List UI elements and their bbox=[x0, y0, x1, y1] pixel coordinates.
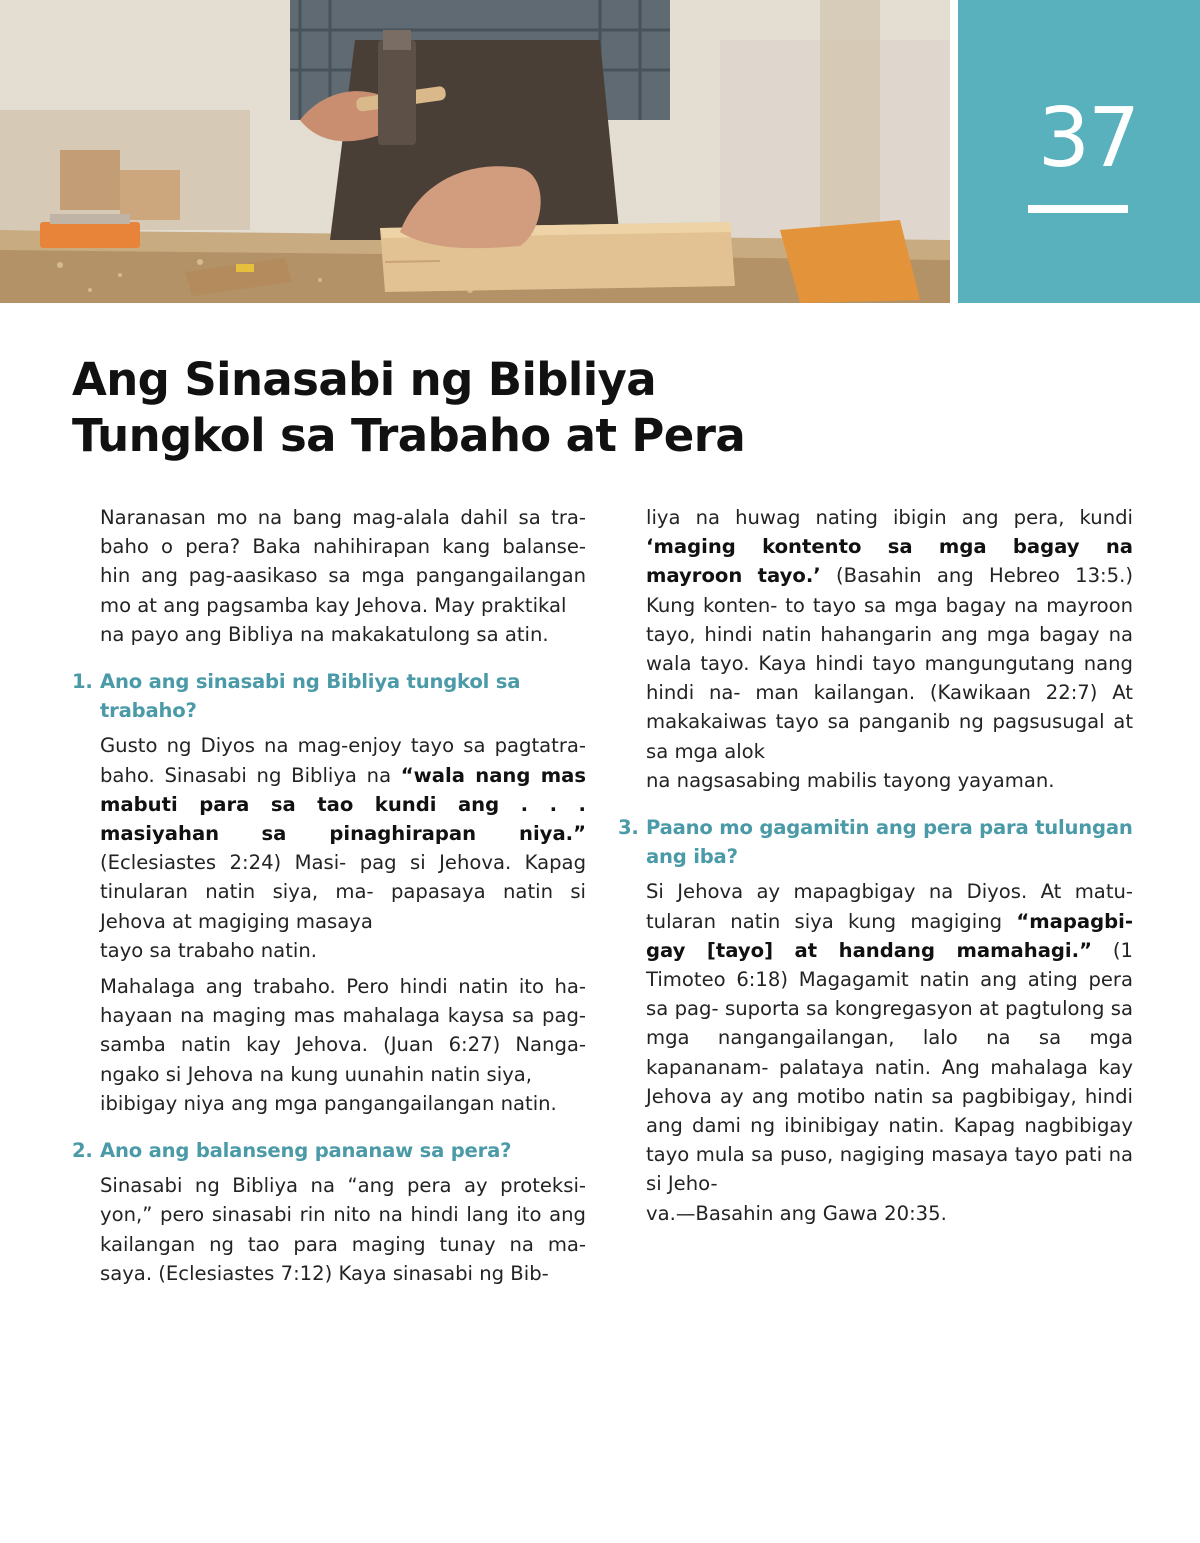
chapter-number: 37 bbox=[1037, 91, 1139, 186]
intro-paragraph-end: na payo ang Bibliya na makakatulong sa atin. bbox=[100, 622, 549, 646]
answer-3-paragraph-1: Si Jehova ay mapagbigay na Diyos. At matu- tularan natin siya kung magiging “mapagbi- gay [tayo] at handang mamahagi.” (1 Timoteo 6:18) Magagamit natin ang ating pera sa pag- suporta sa kongregasyon at pagtulong sa mga nangangailangan, lalo na sa mga kapananam- palataya natin. Ang mahalaga kay Jehova ay ang motibo natin sa pagbibigay, hindi ang dami ng ibinibigay natin. Kapag nagbibigay tayo mula sa puso, nagiging masaya tayo pati na si Jeho- bbox=[646, 880, 1133, 1196]
question-number: 2. bbox=[72, 1139, 93, 1163]
title-line-1: Ang Sinasabi ng Bibliya bbox=[72, 353, 657, 406]
question-2: 2. Ano ang balanseng pananaw sa pera? bbox=[100, 1136, 586, 1165]
answer-1-paragraph-2: Mahalaga ang trabaho. Pero hindi natin ito ha- hayaan na maging mas mahalaga kaysa sa pag- samba natin kay Jehova. (Juan 6:27) Nanga- ngako si Jehova na kung uunahin natin siya, bbox=[100, 975, 586, 1086]
chapter-underline bbox=[1028, 205, 1128, 213]
answer-2-paragraph-1-continued: liya na huwag nating ibigin ang pera, kundi ‘maging kontento sa mga bagay na mayroon tayo.’ (Basahin ang Hebreo 13:5.) Kung konten- to tayo sa mga bagay na mayroon tayo, hindi natin hahangarin ang mga bagay na wala tayo. Kaya hindi tayo mangungutang nang hindi na- man kailangan. (Kawikaan 22:7) At makakaiwas tayo sa panganib ng pagsusugal at sa mga alok bbox=[646, 506, 1133, 763]
scripture-quote: “wala nang mas bbox=[400, 763, 586, 787]
question-3: 3. Paano mo gagamitin ang pera para tulungan ang iba? bbox=[646, 813, 1133, 871]
page-title bbox=[72, 352, 745, 464]
carpenter-illustration bbox=[0, 0, 950, 303]
question-number: 3. bbox=[618, 816, 639, 840]
scripture-quote: “mapagbi- bbox=[1016, 909, 1133, 933]
intro-paragraph: Naranasan mo na bang mag-alala dahil sa tra- baho o pera? Baka nahihirapan kang balanse- hin ang pag-aasikaso sa mga pangangailangan mo at ang pagsamba kay Jehova. May praktikal bbox=[100, 506, 586, 617]
header-photo bbox=[0, 0, 950, 303]
answer-2-paragraph-1: Sinasabi ng Bibliya na “ang pera ay proteksi- yon,” pero sinasabi rin nito na hindi lang ito ang kailangan ng tao para maging tunay na ma- saya. (Eclesiastes 7:12) Kaya sinasabi ng Bib- bbox=[100, 1174, 586, 1285]
right-column: liya na huwag nating ibigin ang pera, kundi ‘maging kontento sa mga bagay na mayroon tayo.’ (Basahin ang Hebreo 13:5.) Kung konten- to tayo sa mga bagay na mayroon tayo, hindi natin hahangarin ang mga bagay na wala tayo. Kaya hindi tayo mangungutang nang hindi na- man kailangan. (Kawikaan 22:7) At makakaiwas tayo sa panganib ng pagsusugal at sa mga alok na nagsasabing mabilis tayong yayaman. 3. Paano mo gagamitin ang pera para tulungan ang iba? Si Jehova ay mapagbigay na Diyos. At matu- tularan natin siya kung magiging “mapagbi- gay [tayo] at handang mamahagi.” (1 Timoteo 6:18) Magagamit natin ang ating pera sa pag- suporta sa kongregasyon at pagtulong sa mga nangangailangan, lalo na sa mga kapananam- palataya natin. Ang mahalaga kay Jehova ay ang motibo natin sa pagbibigay, hindi ang dami ng ibinibigay natin. Kapag nagbibigay tayo mula sa puso, nagiging masaya tayo pati na si Jeho- va.—Basahin ang Gawa 20:35. bbox=[646, 503, 1133, 1228]
answer-1-paragraph-1: Gusto ng Diyos na mag-enjoy tayo sa pagtatra- baho. Sinasabi ng Bibliya na “wala nang mas mabuti para sa tao kundi ang . . . masiyahan sa pinaghirapan niya.” (Eclesiastes 2:24) Masi- pag si Jehova. Kapag tinularan natin siya, ma- papasaya natin si Jehova at magiging masaya bbox=[100, 734, 587, 933]
chapter-badge bbox=[958, 0, 1200, 303]
question-1: 1. Ano ang sinasabi ng Bibliya tungkol sa trabaho? bbox=[100, 667, 586, 725]
scripture-quote: ‘maging kontento sa mga bagay na mayroon bbox=[646, 535, 1133, 588]
question-number: 1. bbox=[72, 670, 93, 694]
left-column: Naranasan mo na bang mag-alala dahil sa tra- baho o pera? Baka nahihirapan kang balanse- hin ang pag-aasikaso sa mga pangangailangan mo at ang pagsamba kay Jehova. May praktikal na payo ang Bibliya na makakatulong sa atin. 1. Ano ang sinasabi ng Bibliya tungkol sa trabaho? Gusto ng Diyos na mag-enjoy tayo sa pagtatra- baho. Sinasabi ng Bibliya na “wala nang mas mabuti para sa tao kundi ang . . . masiyahan sa pinaghirapan niya.” (Eclesiastes 2:24) Masi- pag si Jehova. Kapag tinularan natin siya, ma- papasaya natin si Jehova at magiging masaya tayo sa trabaho natin. Mahalaga ang trabaho. Pero hindi natin ito ha- hayaan na maging mas mahalaga kaysa sa pag- samba natin kay Jehova. (Juan 6:27) Nanga- ngako si Jehova na kung uunahin natin siya, ibibigay niya ang mga pangangailangan natin. 2. Ano ang balanseng pananaw sa pera? Sinasabi ng Bibliya na “ang pera ay proteksi- yon,” pero sinasabi rin nito na hindi lang ito ang kailangan ng tao para maging tunay na ma- saya. (Eclesiastes 7:12) Kaya sinasabi ng Bib- bbox=[100, 503, 586, 1288]
title-line-2: Tungkol sa Trabaho at Pera bbox=[72, 409, 746, 462]
